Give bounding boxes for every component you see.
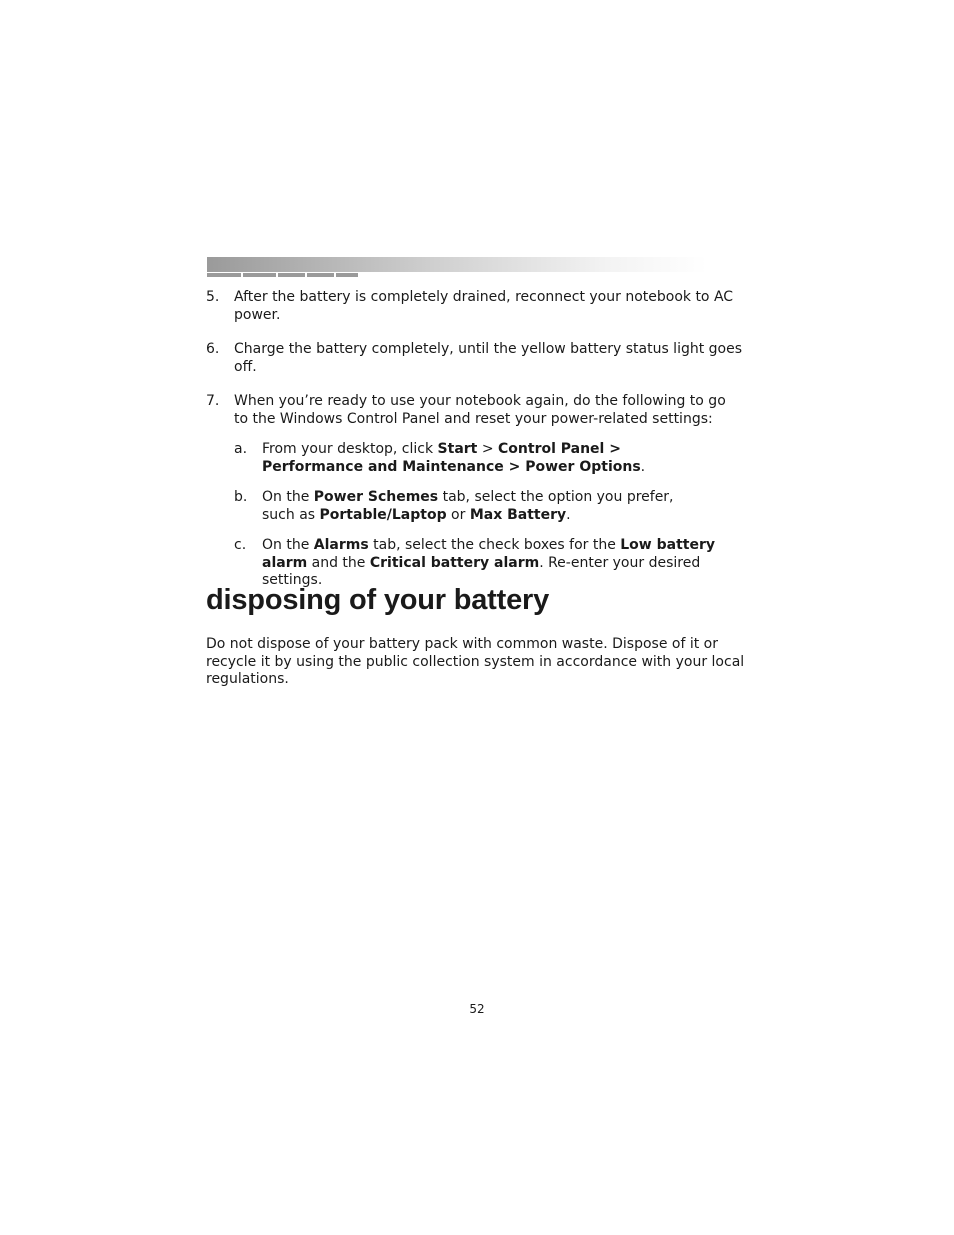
- step-5: [206, 289, 734, 324]
- step-6: [206, 341, 751, 376]
- step-7: [206, 393, 739, 428]
- step-number: 7.: [206, 393, 220, 409]
- substep-text: On the Alarms tab, select the check boxes for the Low battery alarm and the Critical battery alarm. Re-enter your desired settings.: [262, 537, 715, 588]
- step-text: After the battery is completely drained, reconnect your notebook to AC power.: [234, 289, 734, 323]
- step-text: When you’re ready to use your notebook again, do the following to go to the Windows Control Panel and reset your power-related settings:: [234, 393, 726, 427]
- header-segment: [336, 273, 358, 277]
- section-paragraph: Do not dispose of your battery pack with common waste. Dispose of it or recycle it by using the public collection system in accordance with your local regulations.: [206, 636, 745, 687]
- instructions-list: [206, 289, 751, 590]
- substep-letter: b.: [234, 489, 248, 505]
- header-segment: [278, 273, 305, 277]
- header-decoration-bar: [207, 257, 707, 272]
- substep-letter: c.: [234, 537, 247, 553]
- substep-b: [206, 489, 710, 524]
- substep-text: From your desktop, click Start > Control Panel > Performance and Maintenance > Power Options.: [262, 441, 646, 475]
- substep-letter: a.: [234, 441, 248, 457]
- step-number: 5.: [206, 289, 220, 305]
- header-segment: [207, 273, 241, 277]
- step-number: 6.: [206, 341, 220, 357]
- step-text: Charge the battery completely, until the yellow battery status light goes off.: [234, 341, 743, 375]
- substep-a: [206, 441, 710, 476]
- substep-text: On the Power Schemes tab, select the option you prefer, such as Portable/Laptop or Max Battery.: [262, 489, 674, 523]
- header-segment: [307, 273, 334, 277]
- header-segment: [243, 273, 276, 277]
- section-heading: disposing of your battery: [206, 584, 550, 616]
- page-number: 52: [469, 1002, 485, 1016]
